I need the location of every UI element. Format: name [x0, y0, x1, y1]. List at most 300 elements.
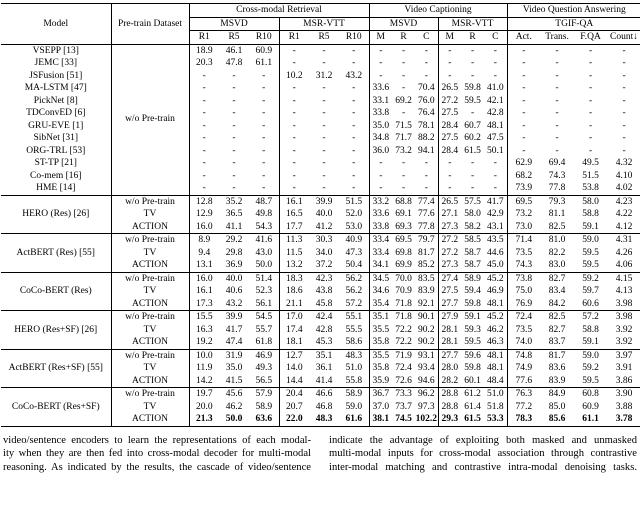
metric-cell: 4.10 [615, 170, 633, 181]
table-row [1, 388, 640, 401]
metric-cell: - [555, 133, 559, 143]
metric-cell: 83.5 [415, 272, 438, 285]
metric-cell: 42.4 [315, 312, 333, 322]
metric-cell: 17.7 [279, 221, 309, 234]
metric-cell: 44.6 [484, 247, 507, 260]
pretrain-cell: w/o Pre-train [111, 349, 189, 362]
metric-cell: 85.0 [548, 401, 566, 412]
metric-cell: 77.6 [415, 208, 438, 221]
metric-cell: 12.9 [195, 209, 213, 219]
metric-cell: - [484, 70, 507, 83]
metric-cell: - [232, 95, 236, 106]
metric-cell: 41.0 [484, 82, 507, 95]
metric-cell: 90.2 [415, 336, 438, 349]
metric-cell: 27.4 [441, 273, 459, 284]
metric-cell: 56.2 [339, 285, 369, 298]
text-line: video/sentence encoders to learn the representations of each modal- [3, 434, 311, 446]
metric-cell: - [322, 145, 326, 156]
header-metric: R5 [309, 31, 339, 45]
metric-cell: 46.6 [315, 389, 333, 399]
metric-cell: 43.8 [315, 286, 333, 296]
metric-cell: 39.9 [225, 312, 243, 322]
metric-cell: 93.1 [415, 349, 438, 362]
metric-cell: 47.3 [339, 247, 369, 260]
metric-cell: 60.1 [461, 375, 484, 388]
metric-cell: 38.1 [369, 413, 392, 426]
metric-cell: 81.1 [548, 209, 566, 219]
metric-cell: - [249, 170, 279, 183]
metric-cell: 52.3 [249, 285, 279, 298]
metric-cell: 88.2 [415, 132, 438, 145]
metric-cell: 35.1 [372, 312, 390, 322]
metric-cell: - [249, 70, 279, 83]
metric-cell: - [470, 58, 475, 68]
metric-cell: - [470, 45, 475, 56]
metric-cell: - [588, 145, 593, 156]
metric-cell: 33.1 [372, 95, 390, 106]
metric-cell: 94.6 [415, 375, 438, 388]
metric-cell: 51.4 [249, 272, 279, 285]
header-dataset: MSVD [369, 17, 438, 31]
metric-cell: 58.0 [464, 209, 481, 219]
pretrain-cell: ACTION [111, 375, 189, 388]
metric-cell: - [588, 95, 593, 106]
metric-cell: 43.2 [219, 298, 249, 311]
table-header [1, 4, 640, 45]
metric-cell: 81.0 [548, 235, 566, 245]
metric-cell: 33.8 [372, 108, 390, 118]
metric-cell: - [292, 133, 296, 143]
header-pretrain: Pre-train Dataset [111, 4, 189, 45]
metric-cell: 41.5 [219, 375, 249, 388]
metric-cell: 3.98 [615, 312, 633, 322]
model-cell: JEMC [33] [1, 57, 111, 70]
metric-cell: 70.0 [395, 273, 412, 284]
metric-cell: - [292, 120, 296, 131]
table-row [1, 170, 640, 183]
metric-cell: 40.9 [339, 234, 369, 247]
metric-cell: - [401, 58, 406, 68]
metric-cell: - [401, 83, 406, 93]
metric-cell: - [339, 44, 369, 57]
metric-cell: 55.7 [249, 324, 279, 337]
metric-cell: 97.3 [415, 401, 438, 414]
metric-cell: 18.1 [279, 336, 309, 349]
metric-cell: - [249, 82, 279, 95]
metric-cell: 68.8 [395, 196, 412, 207]
metric-cell: - [292, 170, 296, 181]
model-cell: Co-mem [16] [1, 170, 111, 183]
metric-cell: - [470, 108, 475, 118]
metric-cell: 60.6 [574, 298, 607, 311]
metric-cell: 19.7 [195, 389, 213, 399]
metric-cell: 28.2 [438, 375, 461, 388]
metric-cell: 8.9 [198, 235, 211, 245]
metric-cell: - [622, 58, 626, 68]
metric-cell: - [249, 132, 279, 145]
metric-cell: 74.3 [548, 170, 566, 181]
metric-cell: 59.5 [574, 375, 607, 388]
metric-cell: - [588, 108, 593, 118]
metric-cell: 36.1 [315, 363, 333, 373]
metric-cell: 45.0 [484, 259, 507, 272]
metric-cell: 28.4 [441, 145, 459, 156]
pretrain-cell: ACTION [111, 336, 189, 349]
metric-cell: - [292, 95, 296, 106]
metric-cell: 52.0 [339, 208, 369, 221]
metric-cell: 48.4 [484, 375, 507, 388]
metric-cell: 48.3 [309, 413, 339, 426]
metric-cell: 20.0 [195, 401, 213, 412]
metric-cell: - [322, 133, 326, 143]
metric-cell: 71.9 [395, 350, 412, 361]
metric-cell: 4.06 [607, 259, 640, 272]
metric-cell: 43.5 [484, 234, 507, 247]
metric-cell: 14.2 [189, 375, 219, 388]
metric-cell: 45.6 [225, 389, 243, 399]
metric-cell: - [415, 170, 438, 183]
header-task-group: Cross-modal Retrieval [189, 4, 369, 18]
metric-cell: 42.3 [315, 273, 333, 284]
model-cell: HERO (Res) [26] [1, 195, 111, 234]
table-row [1, 70, 640, 83]
metric-cell: 4.26 [615, 247, 633, 258]
model-cell: HME [14] [1, 182, 111, 195]
metric-cell: - [401, 45, 406, 56]
metric-cell: 27.5 [441, 286, 459, 296]
metric-cell: - [232, 83, 236, 93]
metric-cell: - [622, 83, 626, 93]
metric-cell: 74.0 [507, 336, 540, 349]
metric-cell: - [339, 57, 369, 70]
metric-cell: - [292, 83, 296, 93]
metric-cell: - [249, 120, 279, 133]
metric-cell: 102.2 [415, 414, 437, 424]
metric-cell: 83.4 [548, 286, 566, 296]
pretrain-cell: ACTION [111, 413, 189, 426]
metric-cell: - [232, 158, 236, 168]
metric-cell: 28.8 [441, 389, 459, 399]
header-row-tasks [1, 4, 640, 18]
metric-cell: - [484, 44, 507, 57]
metric-cell: 4.02 [607, 182, 640, 195]
metric-cell: 92.1 [415, 298, 438, 311]
metric-cell: - [202, 108, 206, 118]
metric-cell: 90.2 [415, 324, 438, 337]
metric-cell: 73.0 [507, 221, 540, 234]
metric-cell: 76.3 [515, 389, 533, 399]
metric-cell: 42.9 [484, 208, 507, 221]
metric-cell: - [322, 58, 326, 68]
metric-cell: 14.4 [279, 375, 309, 388]
table-row [1, 311, 640, 324]
metric-cell: 13.1 [189, 259, 219, 272]
metric-cell: - [622, 70, 626, 81]
metric-cell: 56.5 [249, 375, 279, 388]
model-cell: ActBERT (Res+SF) [55] [1, 349, 111, 388]
metric-cell: 77.2 [515, 401, 533, 412]
metric-cell: 58.7 [464, 247, 481, 258]
metric-cell: - [522, 58, 526, 68]
metric-cell: 58.9 [464, 273, 481, 284]
metric-cell: 27.9 [441, 312, 459, 322]
metric-cell: 82.7 [548, 324, 566, 335]
metric-cell: 50.0 [219, 413, 249, 426]
metric-cell: 42.8 [315, 324, 333, 335]
table-row [1, 234, 640, 247]
metric-cell: 69.1 [395, 209, 412, 219]
metric-cell: 26.5 [441, 83, 459, 93]
metric-cell: 18.6 [285, 286, 303, 296]
metric-cell: 77.8 [415, 221, 438, 234]
metric-cell: - [622, 108, 626, 118]
metric-cell: - [339, 132, 369, 145]
table-row [1, 95, 640, 108]
metric-cell: 12.8 [195, 196, 213, 207]
metric-cell: 73.9 [507, 182, 540, 195]
metric-cell: 61.1 [574, 413, 607, 426]
metric-cell: 72.6 [392, 375, 415, 388]
text-line: indicate the advantage of exploiting both masked and unmasked [329, 434, 637, 446]
table-row [1, 107, 640, 120]
metric-cell: 41.4 [309, 375, 339, 388]
metric-cell: 70.9 [395, 286, 412, 296]
metric-cell: 26.5 [441, 196, 459, 207]
metric-cell: 47.5 [484, 132, 507, 145]
model-cell: ST-TP [21] [1, 157, 111, 170]
pretrain-cell: ACTION [111, 298, 189, 311]
metric-cell: 59.5 [574, 259, 607, 272]
metric-cell: 73.5 [515, 247, 533, 258]
metric-cell: 48.3 [339, 349, 369, 362]
model-cell: PickNet [8] [1, 95, 111, 108]
metric-cell: 59.1 [574, 336, 607, 349]
body-text-columns [1, 434, 639, 475]
pretrain-cell: w/o Pre-train [111, 195, 189, 208]
metric-cell: - [292, 108, 296, 118]
metric-cell: 58.8 [582, 209, 599, 219]
metric-cell: 61.5 [461, 413, 484, 426]
metric-cell: 51.0 [484, 388, 507, 401]
metric-cell: 82.5 [540, 221, 574, 234]
metric-cell: 60.2 [464, 133, 481, 143]
metric-cell: 74.5 [392, 413, 415, 426]
metric-cell: - [232, 120, 236, 131]
metric-cell: 54.3 [249, 221, 279, 234]
metric-cell: 45.2 [484, 272, 507, 285]
header-metric: R5 [219, 31, 249, 45]
table-row [1, 349, 640, 362]
pretrain-cell: ACTION [111, 259, 189, 272]
metric-cell: 78.1 [415, 120, 438, 133]
metric-cell: - [461, 182, 484, 195]
header-metric: Act. [507, 31, 540, 45]
metric-cell: 51.0 [339, 362, 369, 375]
model-cell: ActBERT (Res) [55] [1, 234, 111, 273]
metric-cell: 57.5 [464, 196, 481, 207]
metric-cell: - [522, 108, 526, 118]
metric-cell: 41.6 [249, 234, 279, 247]
metric-cell: 51.5 [339, 195, 369, 208]
metric-cell: 16.1 [195, 286, 213, 296]
table-row [1, 157, 640, 170]
metric-cell: 77.6 [507, 375, 540, 388]
metric-cell: 50.0 [249, 259, 279, 272]
metric-cell: 27.7 [438, 298, 461, 311]
metric-cell: 17.0 [285, 312, 303, 322]
metric-cell: 36.9 [219, 259, 249, 272]
metric-cell: 33.6 [372, 83, 390, 93]
metric-cell: 43.0 [249, 247, 279, 260]
metric-cell: - [339, 182, 369, 195]
metric-cell: 43.1 [484, 221, 507, 234]
metric-cell: - [588, 70, 593, 81]
metric-cell: 27.3 [438, 259, 461, 272]
metric-cell: 59.2 [582, 363, 599, 373]
metric-cell: 34.5 [372, 273, 390, 284]
metric-cell: 72.4 [395, 363, 412, 373]
metric-cell: 48.1 [484, 298, 507, 311]
header-dataset: MSR-VTT [438, 17, 507, 31]
header-dataset: MSVD [189, 17, 279, 31]
metric-cell: 69.9 [392, 259, 415, 272]
metric-cell: 15.5 [195, 312, 213, 322]
header-metric: R1 [189, 31, 219, 45]
metric-cell: - [279, 182, 309, 195]
metric-cell: 49.5 [582, 158, 599, 168]
metric-cell: 35.5 [372, 324, 390, 335]
metric-cell: 33.6 [372, 209, 390, 219]
metric-cell: 83.6 [548, 363, 566, 373]
metric-cell: 33.4 [372, 235, 390, 245]
metric-cell: 10.0 [195, 350, 213, 361]
metric-cell: - [379, 58, 383, 68]
metric-cell: 43.2 [339, 70, 369, 83]
metric-cell: - [415, 182, 438, 195]
metric-cell: 34.6 [372, 286, 390, 296]
text-line: multi-modal inputs for cross-modal association through contrastive [329, 448, 637, 460]
metric-cell: 40.0 [315, 209, 333, 219]
metric-cell: 28.8 [441, 401, 459, 412]
metric-cell: 49.8 [249, 208, 279, 221]
metric-cell: 69.2 [395, 95, 412, 106]
metric-cell: 27.2 [441, 235, 459, 245]
metric-cell: - [522, 95, 526, 106]
metric-cell: 57.9 [249, 388, 279, 401]
metric-cell: - [249, 145, 279, 158]
metric-cell: 47.4 [219, 336, 249, 349]
metric-cell: 58.0 [582, 196, 599, 207]
metric-cell: - [322, 158, 326, 168]
metric-cell: 27.3 [438, 221, 461, 234]
metric-cell: 33.2 [372, 196, 390, 207]
pretrain-cell: TV [111, 285, 189, 298]
header-metric: C [484, 31, 507, 45]
metric-cell: 83.0 [540, 259, 574, 272]
header-metric: C [415, 31, 438, 45]
metric-cell: 58.9 [249, 401, 279, 414]
metric-cell: 28.0 [441, 363, 459, 373]
model-cell: VSEPP [13] [1, 44, 111, 57]
model-cell: HERO (Res+SF) [26] [1, 311, 111, 350]
metric-cell: - [622, 145, 626, 156]
metric-cell: - [470, 158, 475, 168]
metric-cell: - [415, 44, 438, 57]
metric-cell: - [555, 95, 559, 106]
metric-cell: - [339, 145, 369, 158]
metric-cell: 83.9 [540, 375, 574, 388]
metric-cell: - [484, 170, 507, 183]
header-metric: R1 [279, 31, 309, 45]
metric-cell: 34.1 [369, 259, 392, 272]
table-row [1, 120, 640, 133]
metric-cell: 79.3 [548, 196, 566, 207]
metric-cell: - [232, 145, 236, 156]
metric-cell: 35.5 [372, 350, 390, 361]
metric-cell: - [232, 70, 236, 81]
metric-cell: 4.15 [615, 273, 633, 284]
metric-cell: 3.91 [615, 363, 633, 373]
header-metric: Trans. [540, 31, 574, 45]
metric-cell: - [379, 170, 383, 181]
metric-cell: 50.1 [484, 145, 507, 158]
metric-cell: 57.2 [582, 312, 599, 322]
metric-cell: - [249, 107, 279, 120]
header-metric: R [392, 31, 415, 45]
metric-cell: - [202, 133, 206, 143]
metric-cell: - [622, 45, 626, 56]
metric-cell: - [339, 157, 369, 170]
metric-cell: - [339, 170, 369, 183]
metric-cell: 21.1 [279, 298, 309, 311]
metric-cell: - [622, 95, 626, 106]
metric-cell: 61.2 [464, 389, 481, 399]
metric-cell: 69.5 [395, 235, 412, 245]
metric-cell: - [369, 182, 392, 195]
metric-cell: 4.32 [615, 158, 633, 168]
metric-cell: 27.7 [441, 350, 459, 361]
metric-cell: 83.9 [415, 285, 438, 298]
pretrain-cell: w/o Pre-train [111, 44, 189, 195]
metric-cell: - [555, 83, 559, 93]
metric-cell: 60.9 [249, 44, 279, 57]
metric-cell: 58.6 [339, 336, 369, 349]
metric-cell: 19.2 [189, 336, 219, 349]
metric-cell: - [522, 45, 526, 56]
metric-cell: 76.0 [415, 95, 438, 108]
metric-cell: - [202, 70, 206, 81]
metric-cell: 57.2 [339, 298, 369, 311]
metric-cell: 60.7 [464, 120, 481, 131]
metric-cell: 45.3 [309, 336, 339, 349]
metric-cell: 62.9 [515, 158, 533, 168]
metric-cell: 82.7 [548, 273, 566, 284]
metric-cell: - [555, 145, 559, 156]
metric-cell: 4.13 [615, 286, 633, 296]
metric-cell: - [202, 145, 206, 156]
metric-cell: 48.1 [484, 349, 507, 362]
metric-cell: - [189, 182, 219, 195]
metric-cell: 61.8 [249, 336, 279, 349]
metric-cell: 29.8 [225, 247, 243, 258]
metric-cell: 72.4 [515, 312, 533, 322]
metric-cell: 58.8 [582, 324, 599, 335]
model-cell: SibNet [31] [1, 132, 111, 145]
metric-cell: 59.3 [464, 324, 481, 335]
metric-cell: - [202, 170, 206, 181]
header-metric: R [461, 31, 484, 45]
metric-cell: - [202, 83, 206, 93]
